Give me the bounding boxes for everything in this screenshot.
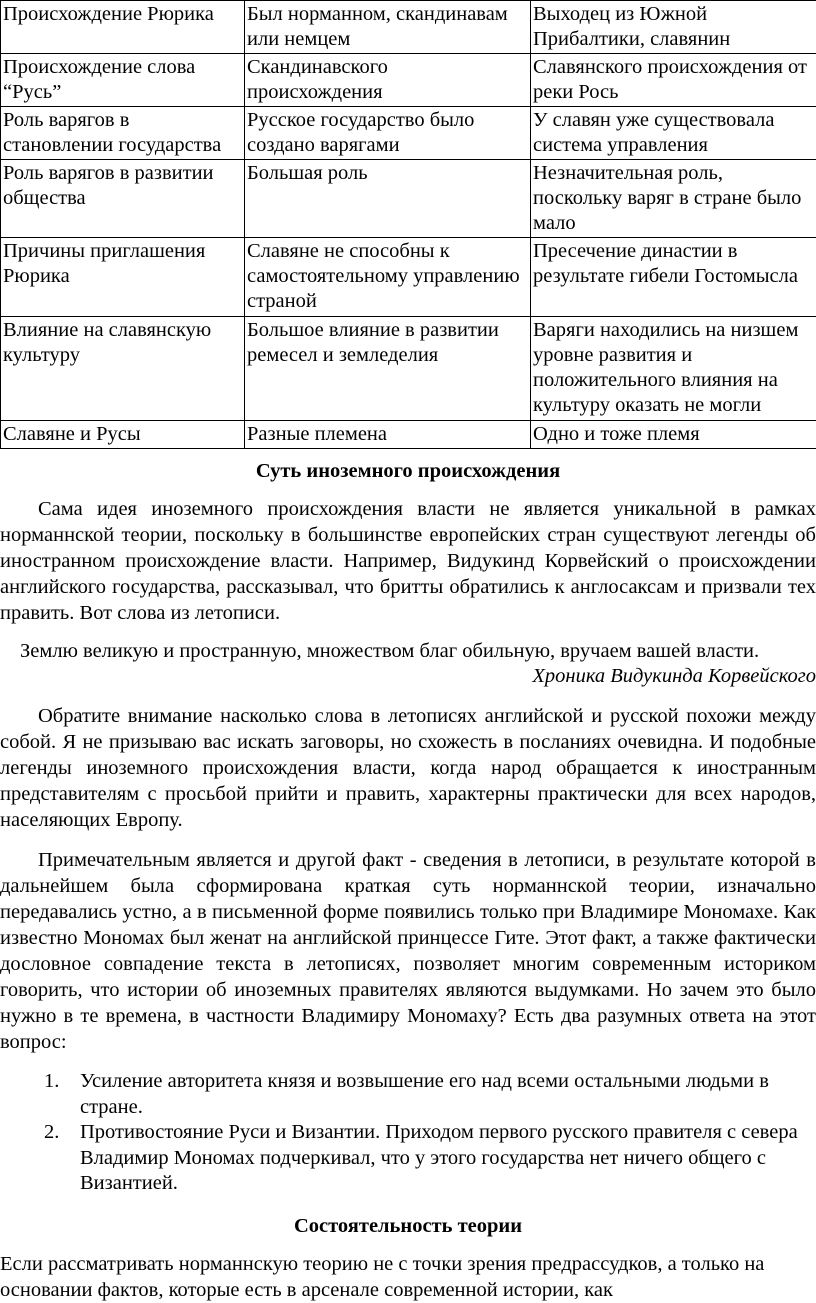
table-cell: Одно и тоже племя: [531, 421, 816, 449]
table-cell: Был норманном, скандинавам или немцем: [245, 1, 531, 54]
table-row: [1, 54, 816, 107]
table-cell: Происхождение Рюрика: [1, 1, 245, 54]
list-item: [0, 1120, 816, 1197]
table-cell: Причины приглашения Рюрика: [1, 238, 245, 317]
table-cell: Славяне и Русы: [1, 421, 245, 449]
list-item: [0, 1069, 816, 1120]
table-cell: Пресечение династии в результате гибели Гостомысла: [531, 238, 816, 317]
table-cell: Происхождение слова “Русь”: [1, 54, 245, 107]
paragraph: Примечательным является и другой факт - сведения в летописи, в результате которой в дальнейшем была сформирована краткая суть норманнской теории, изначально передавались устно, а в письменной форме появились только при Владимире Мономахе. Как известно Мономах был женат на английской принцессе Гите. Этот факт, а также фактически дословное совпадение текста в летописях, позволяет многим современным историком говорить, что истории об иноземных правителях являются выдумками. Но зачем это было нужно в те времена, в частности Владимиру Мономаху? Есть два разумных ответа на этот вопрос:: [0, 847, 816, 1055]
section-heading: Состоятельность теории: [0, 1213, 816, 1239]
table-cell: Роль варягов в становлении государства: [1, 107, 245, 160]
paragraph: Обратите внимание насколько слова в летописях английской и русской похожи между собой. Я не призываю вас искать заговоры, но схожесть в посланиях очевидна. И подобные легенды иноземного происхождения власти, когда народ обращается к иностранным представителям с просьбой прийти и править, характерны практически для всех народов, населяющих Европу.: [0, 703, 816, 833]
table-cell: Роль варягов в развитии общества: [1, 160, 245, 238]
table-cell: Варяги находились на низшем уровне развития и положительного влияния на культуру оказать не могли: [531, 317, 816, 421]
table-cell: Выходец из Южной Прибалтики, славянин: [531, 1, 816, 54]
table-row: [1, 238, 816, 317]
table-cell: Славяне не способны к самостоятельному управлению страной: [245, 238, 531, 317]
table-cell: Незначительная роль, поскольку варяг в стране было мало: [531, 160, 816, 238]
table-cell: Разные племена: [245, 421, 531, 449]
table-cell: Скандинавского происхождения: [245, 54, 531, 107]
table-cell: У славян уже существовала система управления: [531, 107, 816, 160]
table-row: [1, 421, 816, 449]
comparison-table: [0, 0, 816, 449]
table-cell: Влияние на славянскую культуру: [1, 317, 245, 421]
numbered-list: [0, 1069, 816, 1197]
table-row: [1, 160, 816, 238]
list-item-text: Противостояние Руси и Византии. Приходом первого русского правителя с севера Владимир Мономах подчеркивал, что у этого государства нет ничего общего с Византией.: [80, 1121, 798, 1194]
list-number: 1.: [44, 1069, 59, 1095]
list-number: 2.: [44, 1120, 59, 1146]
document-body: [0, 458, 816, 1303]
chronicle-quote: Землю великую и пространную, множеством благ обильную, вручаем вашей власти.: [0, 639, 816, 664]
table-row: [1, 317, 816, 421]
table-cell: Большая роль: [245, 160, 531, 238]
table-cell: Славянского происхождения от реки Рось: [531, 54, 816, 107]
table-cell: Русское государство было создано варягами: [245, 107, 531, 160]
paragraph: Если рассматривать норманнскую теорию не с точки зрения предрассудков, а только на основании фактов, которые есть в арсенале современной истории, как: [0, 1251, 816, 1303]
table-row: [1, 107, 816, 160]
table-row: [1, 1, 816, 54]
quote-source: Хроника Видукинда Корвейского: [0, 664, 816, 689]
table-cell: Большое влияние в развитии ремесел и земледелия: [245, 317, 531, 421]
paragraph: Сама идея иноземного происхождения власти не является уникальной в рамках норманнской теории, поскольку в большинстве европейских стран существуют легенды об иностранном происхождение власти. Например, Видукинд Корвейский о происхождении английского государства, рассказывал, что бритты обратились к англосаксам и призвали тех править. Вот слова из летописи.: [0, 496, 816, 626]
list-item-text: Усиление авторитета князя и возвышение его над всеми остальными людьми в стране.: [80, 1070, 769, 1118]
section-heading: Суть иноземного происхождения: [0, 458, 816, 484]
